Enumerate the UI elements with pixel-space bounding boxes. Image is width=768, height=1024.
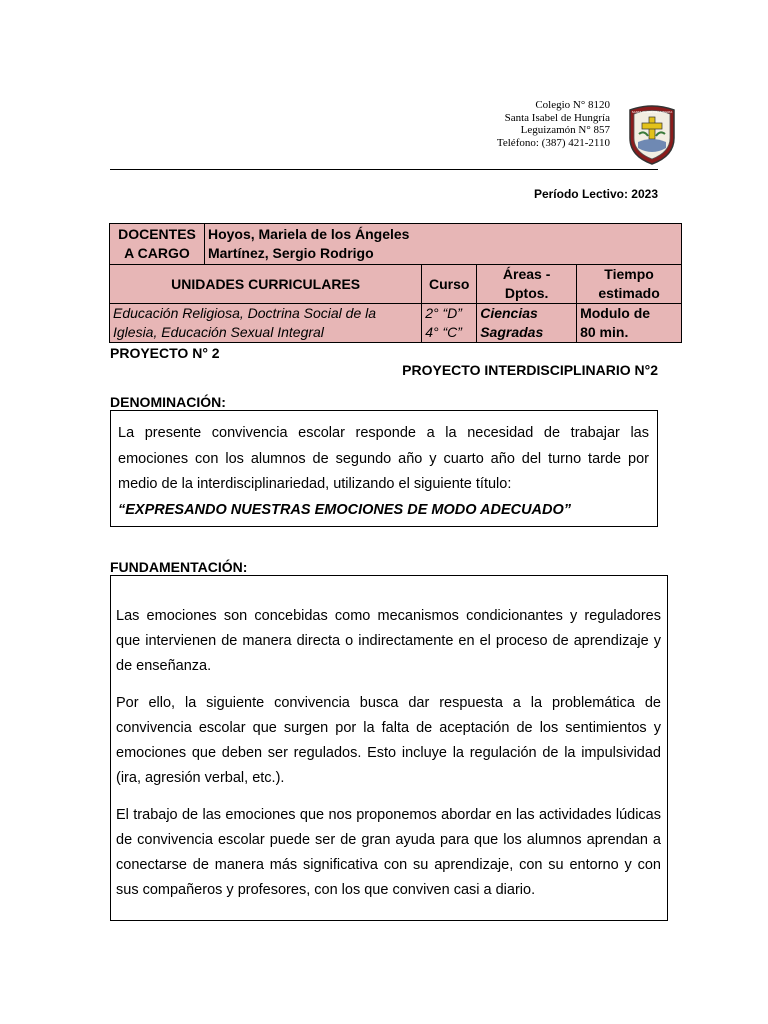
- school-header: [440, 99, 610, 149]
- denominacion-box: [110, 410, 658, 527]
- denominacion-title: DENOMINACIÓN:: [110, 394, 226, 410]
- school-crest-logo: [626, 104, 678, 166]
- school-phone: Teléfono: (387) 421-2110: [496, 136, 610, 149]
- docentes-row: [110, 224, 682, 265]
- unidades-cell: [110, 304, 422, 343]
- tiempo-cell: [577, 304, 682, 343]
- docentes-label: DOCENTES: [118, 226, 196, 242]
- school-address: Leguizamón N° 857: [520, 124, 610, 136]
- periodo-lectivo: Período Lectivo: 2023: [533, 187, 658, 201]
- curso-cell: [422, 304, 477, 343]
- areas-line: Sagradas: [480, 324, 544, 340]
- docentes-label-cell: [110, 224, 205, 265]
- col-unidades: UNIDADES CURRICULARES: [110, 265, 422, 304]
- curso-line: 2° “D”: [425, 305, 462, 321]
- docente-name: Martínez, Sergio Rodrigo: [207, 245, 374, 261]
- fundamentacion-title: FUNDAMENTACIÓN:: [110, 559, 248, 575]
- tiempo-line: Modulo de: [580, 305, 651, 321]
- col-curso: Curso: [422, 265, 477, 304]
- unidades-line: Educación Religiosa, Doctrina Social de la: [113, 305, 377, 321]
- a-cargo-label: A CARGO: [124, 245, 190, 261]
- proyecto-number: PROYECTO N° 2: [110, 345, 220, 361]
- crest-text: SANTA ISABEL DE HUNGRIA: [631, 110, 673, 114]
- docentes-cell: [204, 224, 681, 265]
- areas-line: Ciencias: [480, 305, 538, 321]
- col-areas-line: Dptos.: [504, 285, 549, 301]
- data-row: [110, 304, 682, 343]
- proyecto-interdisciplinario: PROYECTO INTERDISCIPLINARIO N°2: [402, 362, 658, 378]
- col-tiempo: [577, 265, 682, 304]
- header-divider: [110, 169, 658, 170]
- denominacion-text: La presente convivencia escolar responde a la necesidad de trabajar las emociones con los alumnos de segundo año y cuarto año del turno tarde por medio de la interdisciplinariedad, utilizando el siguiente título:: [118, 425, 649, 492]
- fundamentacion-box: [110, 575, 668, 921]
- areas-cell: [477, 304, 577, 343]
- school-name: Colegio N° 8120: [535, 99, 610, 111]
- fundamentacion-paragraph: El trabajo de las emociones que nos proponemos abordar en las actividades lúdicas de convivencia escolar puede ser de gran ayuda para que los alumnos aprendan a conectarse de manera más significativa con su aprendizaje, con su entorno y con sus compañeros y profesores, con los que conviven casi a diario.: [116, 807, 661, 898]
- curso-line: 4° “C”: [425, 324, 462, 340]
- info-table: [109, 223, 682, 343]
- denominacion-titulo: “EXPRESANDO NUESTRAS EMOCIONES DE MODO ADECUADO”: [118, 501, 572, 518]
- col-tiempo-line: Tiempo: [604, 266, 654, 282]
- docente-name: Hoyos, Mariela de los Ángeles: [207, 226, 410, 242]
- col-areas-line: Áreas -: [502, 266, 551, 282]
- fundamentacion-paragraph: Las emociones son concebidas como mecanismos condicionantes y reguladores que intervienen de manera directa o indirectamente en el proceso de aprendizaje y de enseñanza.: [116, 608, 661, 674]
- col-tiempo-line: estimado: [598, 285, 660, 301]
- unidades-line: Iglesia, Educación Sexual Integral: [113, 324, 324, 340]
- fundamentacion-paragraph: Por ello, la siguiente convivencia busca dar respuesta a la problemática de convivencia escolar que surgen por la falta de aceptación de los sentimientos y emociones que deben ser regulados. Esto incluye la regulación de la impulsividad (ira, agresión verbal, etc.).: [116, 695, 661, 786]
- col-areas: [477, 265, 577, 304]
- header-row: [110, 265, 682, 304]
- tiempo-line: 80 min.: [580, 324, 629, 340]
- school-subtitle: Santa Isabel de Hungría: [504, 111, 610, 124]
